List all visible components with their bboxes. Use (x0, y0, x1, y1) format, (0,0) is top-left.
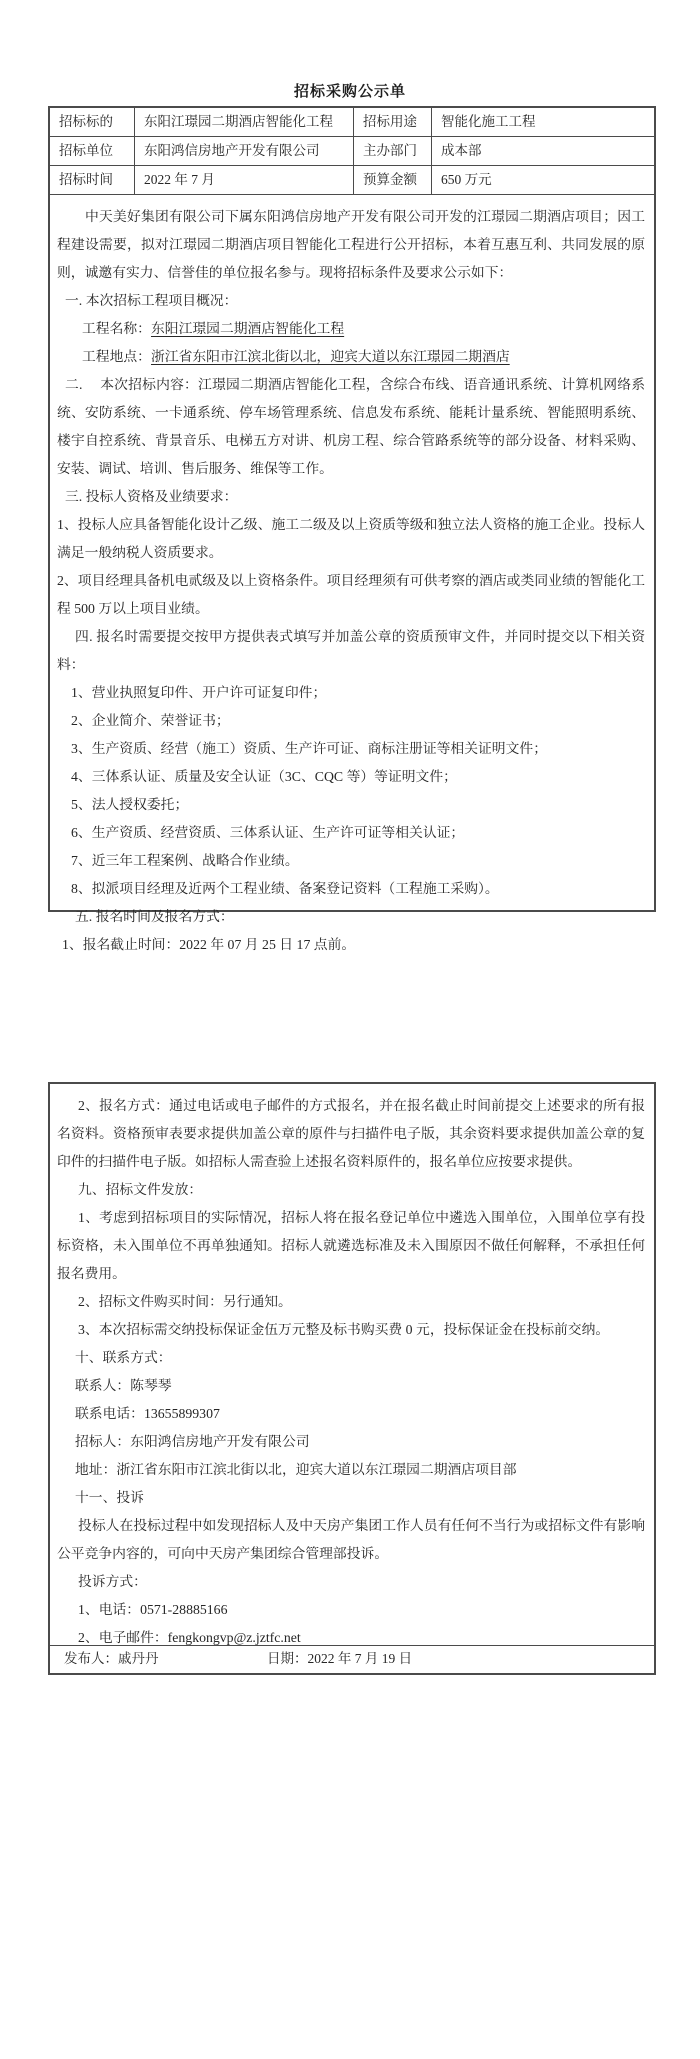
document-paragraph (57, 791, 645, 819)
paragraph-text: 5、法人授权委托； (71, 797, 189, 812)
paragraph-text: 地址：浙江省东阳市江滨北街以北，迎宾大道以东江璟园二期酒店项目部 (75, 1462, 517, 1477)
paragraph-text: 联系电话：13655899307 (75, 1406, 220, 1421)
document-paragraph (57, 1288, 645, 1316)
info-cell-label: 预算金额 (354, 166, 432, 194)
info-cell-value: 650 万元 (441, 172, 492, 187)
document-paragraph (57, 1428, 645, 1456)
page1-body-cell (50, 195, 654, 952)
paragraph-text: 2、电子邮件：fengkongvp@z.jztfc.net (78, 1630, 301, 1645)
info-table-row (50, 137, 654, 166)
info-cell-value: 智能化施工工程 (441, 114, 536, 129)
publish-date-label: 日期：2022 年 7 月 19 日 (267, 1651, 413, 1666)
paragraph-text: 1、投标人应具备智能化设计乙级、施工二级及以上资质等级和独立法人资格的施工企业。投标人满足一般纳税人资质要求。 (57, 517, 645, 560)
paragraph-text: 十一、投诉 (75, 1490, 144, 1505)
document-paragraph (57, 1316, 645, 1344)
document-paragraph (57, 511, 645, 567)
paragraph-text: 五. 报名时间及报名方式： (75, 909, 234, 924)
document-paragraph (57, 931, 645, 959)
info-cell-value: 2022 年 7 月 (135, 166, 354, 194)
info-cell-label: 招标单位 (50, 137, 135, 165)
document-paragraph (57, 1596, 645, 1624)
paragraph-text: 工程名称： (82, 321, 151, 336)
document-paragraph (57, 315, 645, 343)
paragraph-text: 九、招标文件发放： (78, 1182, 203, 1197)
paragraph-text: 3、本次招标需交纳投标保证金伍万元整及标书购买费 0 元，投标保证金在投标前交纳。 (78, 1322, 610, 1337)
document-paragraph (57, 1568, 645, 1596)
paragraph-text: 四. 报名时需要提交按甲方提供表式填写并加盖公章的资质预审文件，并同时提交以下相关资料： (57, 629, 645, 672)
document-paragraph (57, 1512, 645, 1568)
paragraph-text: 2、报名方式：通过电话或电子邮件的方式报名，并在报名截止时间前提交上述要求的所有报名资料。资格预审表要求提供加盖公章的原件与扫描件电子版，其余资料要求提供加盖公章的复印件的扫描件电子版。如招标人需查验上述报名资料原件的，报名单位应按要求提供。 (57, 1098, 645, 1169)
underlined-text: 东阳江璟园二期酒店智能化工程 (150, 321, 345, 336)
paragraph-text: 1、报名截止时间：2022 年 07 月 25 日 17 点前。 (62, 937, 356, 952)
document-paragraph (57, 1456, 645, 1484)
page1-table (48, 106, 656, 952)
document-page (0, 80, 700, 2059)
info-table (50, 108, 654, 195)
info-cell-label: 招标标的 (50, 108, 135, 136)
document-paragraph (57, 763, 645, 791)
document-paragraph (57, 735, 645, 763)
publisher-label: 发布人：戚丹丹 (64, 1651, 159, 1666)
paragraph-text: 2、招标文件购买时间：另行通知。 (78, 1294, 292, 1309)
underlined-text: 浙江省东阳市江滨北街以北，迎宾大道以东江璟园二期酒店 (150, 349, 510, 364)
paragraph-text: 中天美好集团有限公司下属东阳鸿信房地产开发有限公司开发的江璟园二期酒店项目；因工程建设需要，拟对江璟园二期酒店项目智能化工程进行公开招标，本着互惠互利、共同发展的原则，诚邀有实力、信誉佳的单位报名参与。现将招标条件及要求公示如下： (57, 209, 645, 280)
info-table-row (50, 166, 654, 195)
paragraph-text: 联系人：陈琴琴 (75, 1378, 172, 1393)
document-paragraph (57, 203, 645, 287)
document-paragraph (57, 707, 645, 735)
document-paragraph (57, 875, 645, 903)
document-paragraph (57, 819, 645, 847)
info-cell-label: 主办部门 (354, 137, 432, 165)
document-paragraph (57, 567, 645, 623)
paragraph-text: 6、生产资质、经营资质、三体系认证、生产许可证等相关认证； (71, 825, 465, 840)
document-paragraph (57, 371, 645, 483)
page2-table (48, 1082, 656, 1675)
document-paragraph (57, 1176, 645, 1204)
paragraph-text: 一. 本次招标工程项目概况： (65, 293, 238, 308)
paragraph-text: 投标人在投标过程中如发现招标人及中天房产集团工作人员有任何不当行为或招标文件有影响公平竞争内容的，可向中天房产集团综合管理部投诉。 (57, 1518, 645, 1561)
document-paragraph (57, 1092, 645, 1176)
paragraph-text: 7、近三年工程案例、战略合作业绩。 (71, 853, 299, 868)
paragraph-text: 3、生产资质、经营（施工）资质、生产许可证、商标注册证等相关证明文件； (71, 741, 547, 756)
info-table-row (50, 108, 654, 137)
footer-row (50, 1645, 654, 1673)
paragraph-text: 三. 投标人资格及业绩要求： (65, 489, 238, 504)
info-cell-label: 招标用途 (354, 108, 432, 136)
paragraph-text: 8、拟派项目经理及近两个工程业绩、备案登记资料（工程施工采购）。 (71, 881, 499, 896)
info-cell-label: 招标时间 (50, 166, 135, 194)
document-paragraph (57, 1400, 645, 1428)
info-cell-value: 东阳江璟园二期酒店智能化工程 (135, 108, 354, 136)
document-paragraph (57, 1484, 645, 1512)
paragraph-text: 投诉方式： (78, 1574, 147, 1589)
paragraph-text: 1、电话：0571-28885166 (78, 1602, 228, 1617)
document-paragraph (57, 679, 645, 707)
document-paragraph (57, 287, 645, 315)
paragraph-text: 工程地点： (82, 349, 151, 364)
document-paragraph (57, 343, 645, 371)
document-paragraph (57, 1372, 645, 1400)
paragraph-text: 2、项目经理具备机电贰级及以上资格条件。项目经理须有可供考察的酒店或类同业绩的智能化工程 500 万以上项目业绩。 (57, 573, 645, 616)
document-paragraph (57, 1344, 645, 1372)
paragraph-text: 2、企业简介、荣誉证书； (71, 713, 230, 728)
paragraph-text: 十、联系方式： (75, 1350, 172, 1365)
document-paragraph (57, 623, 645, 679)
document-paragraph (57, 847, 645, 875)
paragraph-text: 1、考虑到招标项目的实际情况，招标人将在报名登记单位中遴选入围单位，入围单位享有投标资格，未入围单位不再单独通知。招标人就遴选标准及未入围原因不做任何解释，不承担任何报名费用。 (57, 1210, 645, 1281)
paragraph-text: 招标人：东阳鸿信房地产开发有限公司 (75, 1434, 310, 1449)
page2-body-cell (50, 1084, 654, 1645)
info-cell-value: 成本部 (441, 143, 482, 158)
document-paragraph (57, 1204, 645, 1288)
paragraph-text: 二. 本次招标内容：江璟园二期酒店智能化工程，含综合布线、语音通讯系统、计算机网络系统、安防系统、一卡通系统、停车场管理系统、信息发布系统、能耗计量系统、智能照明系统、楼宇自控系统、背景音乐、电梯五方对讲、机房工程、综合管路系统等的部分设备、材料采购、安装、调试、培训、售后服务、维保等工作。 (57, 377, 645, 476)
document-paragraph (57, 483, 645, 511)
page-title: 招标采购公示单 (293, 84, 406, 100)
info-cell-value: 东阳鸿信房地产开发有限公司 (135, 137, 354, 165)
document-paragraph (57, 903, 645, 931)
paragraph-text: 1、营业执照复印件、开户许可证复印件； (71, 685, 327, 700)
paragraph-text: 4、三体系认证、质量及安全认证（3C、CQC 等）等证明文件； (71, 769, 457, 784)
